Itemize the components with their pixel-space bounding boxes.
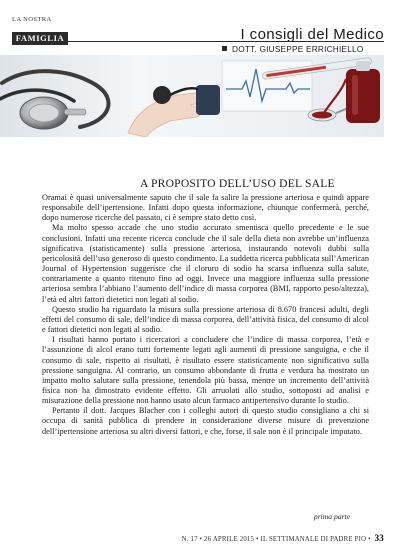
page-footer	[182, 533, 384, 543]
article-paragraph: Oramai è quasi universalmente saputo che il sale fa salire la pressione arteriosa e quindi appare responsabile dell’ipertensione. Infatti dopo questa informazione, chiunque confermerà, perché, dopo numerose ricerche del passato, ci è sempre stato detto così.	[42, 193, 369, 223]
continuation-note: prima parte	[313, 512, 350, 521]
bp-cuff	[196, 85, 220, 115]
magazine-badge	[12, 14, 70, 48]
author-line	[222, 44, 364, 54]
syrup-bottle	[346, 69, 380, 123]
square-bullet-icon	[222, 46, 227, 51]
medical-illustration	[0, 55, 384, 137]
article-paragraph: Ma molto spesso accade che uno studio accurato smentisca quello precedente e le sue conclusioni. Infatti una recente ricerca conclude che il sale della dieta non avrebbe un’influenza significativa (statisticamente) sulla pressione arteriosa, instaurando notevoli dubbi sulla pericolosità dell’uso generoso di questo condimento. La suddetta ricerca pubblicata sull’American Journal of Hypertension suggerisce che il cloruro di sodio ha scarsa influenza sulla salute, contrariamente a quanto ritenuto fino ad oggi. Invece una maggiore influenza sulla pressione arteriosa sembra l’abbiano l’aumento dell’indice di massa corporea (BMI, rapporto peso/altezza), l’età ed altri fattori dietetici non legati al sodio.	[42, 223, 369, 304]
section-title: I consigli del Medico	[240, 26, 384, 43]
issue-info: N. 17 • 26 APRILE 2015 • IL SETTIMANALE DI PADRE PIO •	[181, 536, 371, 543]
badge-bottom-text: FAMIGLIA	[12, 32, 68, 45]
page-number: 33	[374, 533, 384, 543]
article-paragraph: Questo studio ha riguardato la misura sulla pressione arteriosa di 8.670 francesi adulti, degli effetti del consumo di sale, dell’indice di massa corporea, dell’attività fisica, del consumo di alcol e fattori dietetici non legati al sodio.	[42, 304, 369, 335]
badge-top-text: LA NOSTRA	[12, 16, 52, 23]
article-paragraph: I risultati hanno portato i ricercatori a concludere che l’indice di massa corporea, l’età e l’assunzione di alcol erano tutti fortemente legati agli aumenti di pressione sanguigna, e che il consumo di sale, rispetto ai risultati, è risultato essere statisticamente non significativo sulla pressione sanguigna. Al contrario, un consumo abbondante di frutta e verdura ha mostrato un impatto molto salutare sulla pressione, tenendola più bassa, mentre un incremento dell’attività fisica non ha dimostrato evidente effetto. Gli arruolati allo studio, sottoposti ad analisi e misurazione della pressione non hanno usato alcun farmaco antipertensivo durante lo studio.	[42, 335, 369, 406]
article-paragraph: Pertanto il dott. Jacques Blacher con i colleghi autori di questo studio consigliano a chi si occupa di sanità pubblica di prendere in considerazione diverse misure di prevenzione dell’ipertensione arteriosa su altri diversi fattori, e che, forse, il sale non è il principale imputato.	[42, 406, 369, 436]
author-name: DOTT. GIUSEPPE ERRICHIELLO	[232, 44, 364, 54]
pressure-bulb	[153, 86, 171, 104]
article-title: A PROPOSITO DELL’USO DEL SALE	[140, 177, 335, 190]
section-rule	[14, 41, 384, 42]
article-body	[42, 193, 369, 437]
header-photo	[0, 55, 384, 137]
